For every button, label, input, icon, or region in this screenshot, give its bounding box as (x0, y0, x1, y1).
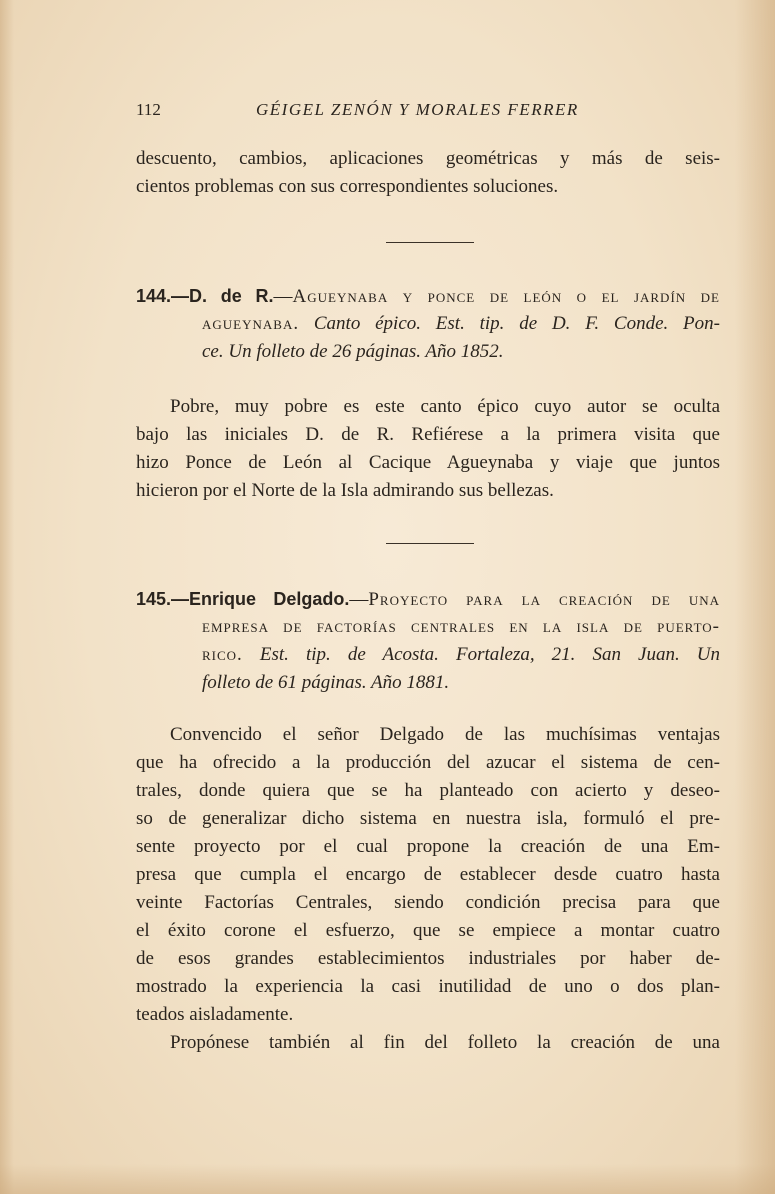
entry-145-body-10: mostrado la experiencia la casi inutilidad de uno o dos plan- (136, 976, 720, 997)
running-title: GÉIGEL ZENÓN Y MORALES FERRER (256, 100, 579, 119)
entry-145-body-3: trales, donde quiera que se ha planteado con acierto y deseo- (136, 780, 720, 801)
entry-144-title-line-2 (202, 313, 720, 335)
entry-145-body-9: de esos grandes establecimientos industriales por haber de- (136, 948, 720, 969)
entry-145-body-4: so de generalizar dicho sistema en nuestra isla, formuló el pre- (136, 808, 720, 829)
entry-144-body-2: bajo las iniciales D. de R. Refiérese a la primera visita que (136, 424, 720, 445)
entry-145-body-12: Propónese también al fin del folleto la creación de una (170, 1032, 720, 1053)
section-divider-1 (386, 242, 474, 243)
entry-144-title-line-3: ce. Un folleto de 26 páginas. Año 1852. (202, 341, 504, 362)
entry-145-number: 145.— (136, 589, 190, 609)
entry-145-title-1: Proyecto para la creación de una (368, 589, 720, 610)
page-edge-shadow-bottom (0, 1164, 775, 1194)
entry-145-body-5: sente proyecto por el cual propone la creación de una Em- (136, 836, 720, 857)
page-edge-shadow-left (0, 0, 14, 1194)
entry-145-body-7: veinte Factorías Centrales, siendo condición precisa para que (136, 892, 720, 913)
entry-145-body-6: presa que cumpla el encargo de establecer desde cuatro hasta (136, 864, 720, 885)
entry-145-title-line-2: empresa de factorías centrales en la isla de puerto- (202, 616, 720, 637)
entry-144-title-2-it: Canto épico. Est. tip. de D. F. Conde. Pon- (299, 313, 720, 334)
entry-144-dash: — (273, 286, 293, 307)
entry-145-body-8: el éxito corone el esfuerzo, que se empiece a montar cuatro (136, 920, 720, 941)
entry-145-dash: — (349, 589, 369, 610)
entry-145-author: Enrique Delgado. (189, 589, 350, 609)
entry-144-heading (136, 285, 720, 308)
page-number: 112 (136, 100, 161, 119)
entry-145-body-2: que ha ofrecido a la producción del azucar el sistema de cen- (136, 752, 720, 773)
entry-145-title-3-sc: rico. (202, 644, 243, 665)
section-divider-2 (386, 543, 474, 544)
entry-144-body-3: hizo Ponce de León al Cacique Agueynaba y viaje que juntos (136, 452, 720, 473)
page-edge-shadow-right (735, 0, 775, 1194)
entry-144-title-2-sc: agueynaba. (202, 313, 300, 334)
entry-144-number: 144.— (136, 286, 190, 306)
entry-144-body-4: hicieron por el Norte de la Isla admirando sus bellezas. (136, 480, 554, 501)
intro-line-1: descuento, cambios, aplicaciones geométricas y más de seis- (136, 148, 720, 169)
entry-144-body-1: Pobre, muy pobre es este canto épico cuyo autor se oculta (170, 396, 720, 417)
entry-145-title-line-3 (202, 644, 720, 666)
entry-144-author: D. de R. (189, 286, 274, 306)
intro-line-2: cientos problemas con sus correspondientes soluciones. (136, 176, 559, 197)
entry-145-body-11: teados aisladamente. (136, 1004, 294, 1025)
entry-145-title-3-it: Est. tip. de Acosta. Fortaleza, 21. San Juan. Un (242, 644, 720, 665)
entry-145-heading (136, 588, 720, 611)
entry-144-title-1: Agueynaba y ponce de león o el jardín de (292, 286, 720, 307)
entry-145-title-line-4: folleto de 61 páginas. Año 1881. (202, 672, 450, 693)
entry-145-body-1: Convencido el señor Delgado de las muchísimas ventajas (170, 724, 720, 745)
